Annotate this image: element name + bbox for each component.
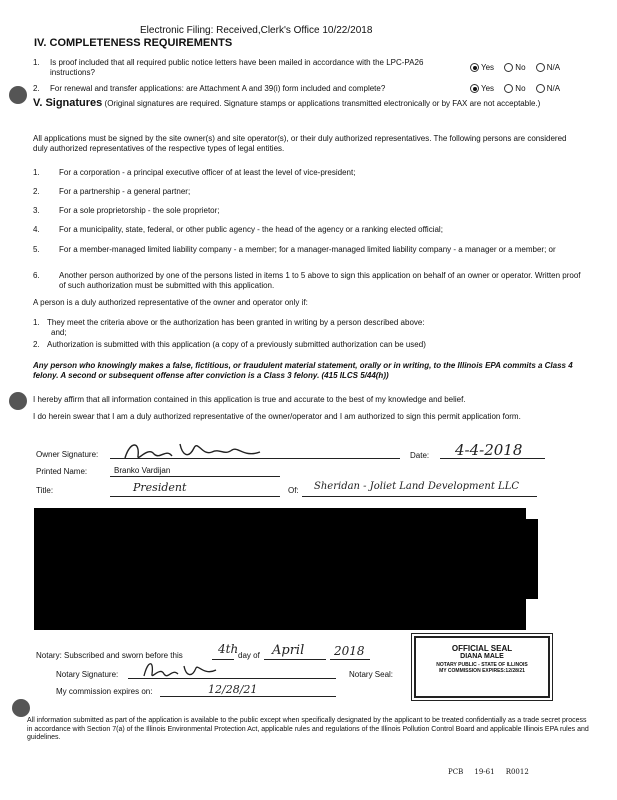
notary-signature-label: Notary Signature: (56, 670, 119, 679)
authorized-list (33, 168, 583, 295)
seal-name: DIANA MALE (460, 653, 504, 660)
q2-na-option[interactable]: N/A (536, 84, 560, 94)
commission-label: My commission expires on: (56, 687, 153, 696)
list-item: 1. For a corporation - a principal executive officer of at least the level of vice-president; (33, 168, 356, 177)
commission-line (160, 696, 336, 697)
rep-and: and; (51, 328, 67, 337)
owner-signature (120, 436, 270, 466)
rep-intro: A person is a duly authorized representative of the owner and operator only if: (33, 298, 308, 307)
title-value: President (133, 481, 187, 494)
owner-signature-label: Owner Signature: (36, 450, 99, 459)
title-label: Title: (36, 486, 54, 495)
list-item: 2. Authorization is submitted with this application (a copy of a previously submitted authorization can be used) (33, 340, 426, 349)
seal-expiry: MY COMMISSION EXPIRES:12/28/21 (439, 668, 525, 674)
list-item: 3. For a sole proprietorship - the sole proprietor; (33, 206, 220, 215)
punch-hole-middle (9, 392, 27, 410)
filing-header: Electronic Filing: Received,Clerk's Office 10/22/2018 (140, 25, 373, 36)
notary-seal-label: Notary Seal: (349, 670, 394, 679)
of-value: Sheridan - Joliet Land Development LLC (314, 481, 519, 492)
footer-note: All information submitted as part of the application is available to the public except when specifically designated by the applicant to be treated confidentially as a trade secret process in accordance with Section 7(a) of the Illinois Environmental Protection Act, applicable rules and regulations of the Illinois Pollution Control Board and applicable Illinois EPA rules and guidelines. (27, 717, 589, 741)
commission-value: 12/28/21 (208, 683, 258, 696)
printed-name-label: Printed Name: (36, 467, 88, 476)
q2-no-radio[interactable] (504, 84, 513, 93)
q1-no-option[interactable]: No (504, 63, 525, 73)
q2-options (470, 84, 568, 94)
q1-no-radio[interactable] (504, 63, 513, 72)
notary-month-value: April (272, 643, 305, 658)
q2-yes-radio[interactable] (470, 84, 479, 93)
list-item: 6. Another person authorized by one of the persons listed in items 1 to 5 above to sign this application on behalf of an owner or operator. Written proof of such authorization must be submitted with this application. (33, 271, 581, 290)
notary-year-value: 2018 (334, 644, 365, 658)
q1-na-option[interactable]: N/A (536, 63, 560, 73)
punch-hole-top (9, 86, 27, 104)
title-line (110, 496, 280, 497)
q2-na-radio[interactable] (536, 84, 545, 93)
section-iv-title: IV. COMPLETENESS REQUIREMENTS (34, 37, 233, 49)
list-item: 2. For a partnership - a general partner; (33, 187, 191, 196)
notary-signature (140, 656, 220, 682)
section-v-intro: All applications must be signed by the site owner(s) and site operator(s), or their duly authorized representatives. The following persons are considered duly authorized representatives of the respective types of legal entities. (33, 134, 567, 153)
page-code: PCB 19-61 R0012 (448, 768, 529, 776)
notary-year-line (330, 659, 370, 660)
q1-text: Is proof included that all required public notice letters have been mailed in accordance with the LPC-PA26 instructions? (50, 58, 424, 77)
q2-yes-option[interactable]: Yes (470, 84, 494, 94)
date-label: Date: (410, 451, 430, 460)
q1-number: 1. (33, 58, 40, 67)
of-line (302, 496, 537, 497)
list-item: 5. For a member-managed limited liability company - a member; for a manager-managed limited liability company - a manager or a member; or (33, 245, 556, 254)
seal-state: NOTARY PUBLIC - STATE OF ILLINOIS (436, 662, 528, 668)
notary-subscribed-label: Notary: Subscribed and sworn before this (36, 651, 183, 660)
section-v-note: (Original signatures are required. Signature stamps or applications transmitted electronically or by FAX are not acceptable.) (104, 99, 541, 108)
q2-no-option[interactable]: No (504, 84, 525, 94)
redaction-edge (526, 519, 538, 599)
printed-name-line (110, 476, 280, 477)
section-v-header (33, 98, 583, 109)
redaction-block (34, 508, 526, 630)
list-item: 1. They meet the criteria above or the authorization has been granted in writing by a person described above: (33, 318, 425, 327)
q2-text: For renewal and transfer applications: are Attachment A and 39(i) form included and complete? (50, 84, 386, 93)
list-item: 4. For a municipality, state, federal, or other public agency - the head of the agency or a ranking elected official; (33, 225, 443, 234)
notary-day-value: 4th (218, 642, 239, 656)
q1-yes-option[interactable]: Yes (470, 63, 494, 73)
official-seal (414, 636, 550, 698)
printed-name-value: Branko Vardijan (114, 466, 171, 475)
notary-day-of-label: day of (238, 651, 260, 660)
felony-warning: Any person who knowingly makes a false, fictitious, or fraudulent material statement, orally or in writing, to the Illinois EPA commits a Class 4 felony. A second or subsequent offense after conviction is a Class 3 felony. (415 ILCS 5/44(h)) (33, 361, 573, 380)
q1-na-radio[interactable] (536, 63, 545, 72)
of-label: Of: (288, 486, 299, 495)
rep-list (33, 318, 583, 350)
punch-hole-bottom (12, 699, 30, 717)
swear-statement: I do herein swear that I am a duly authorized representative of the owner/operator and I am authorized to sign this permit application form. (33, 412, 521, 421)
date-value: 4-4-2018 (455, 441, 523, 459)
section-v-title: V. Signatures (33, 97, 103, 109)
affirm-statement: I hereby affirm that all information contained in this application is true and accurate to the best of my knowledge and belief. (33, 395, 466, 404)
q1-options (470, 63, 568, 73)
seal-title: OFFICIAL SEAL (451, 644, 513, 653)
notary-month-line (264, 659, 326, 660)
q2-number: 2. (33, 84, 40, 93)
q1-yes-radio[interactable] (470, 63, 479, 72)
